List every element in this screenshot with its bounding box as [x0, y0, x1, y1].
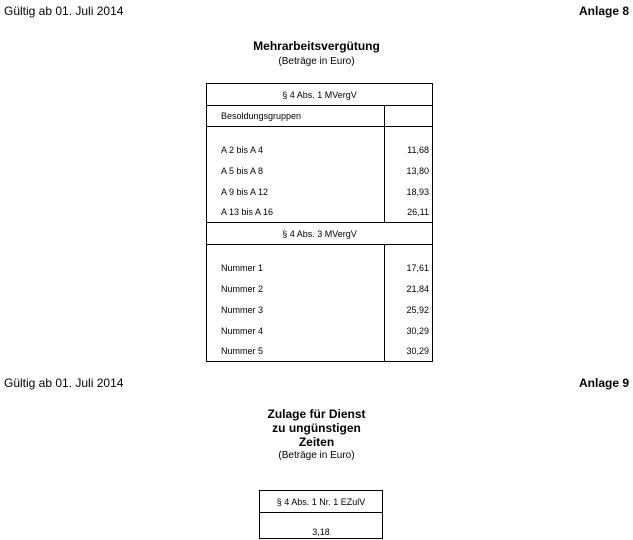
document-title [0, 407, 633, 463]
row-value: 25,92 [385, 299, 433, 320]
valid-from-text: Gültig ab 01. Juli 2014 [4, 376, 124, 390]
table-row [207, 320, 433, 341]
row-label: Nummer 5 [207, 341, 385, 362]
row-label: Nummer 3 [207, 299, 385, 320]
spacer-row [207, 245, 433, 258]
row-value: 17,61 [385, 257, 433, 278]
title-text: Mehrarbeitsvergütung [253, 39, 380, 53]
table-row [207, 202, 433, 223]
row-value: 13,80 [385, 160, 433, 181]
table-row [207, 181, 433, 202]
anlage-label: Anlage 9 [578, 376, 629, 390]
table-row [260, 513, 383, 539]
row-label: A 13 bis A 16 [207, 202, 385, 223]
spacer-row [207, 127, 433, 140]
row-value: 11,68 [385, 139, 433, 160]
title-line: zu ungünstigen [272, 421, 361, 435]
title-line: Zeiten [298, 435, 335, 449]
section-header-row [207, 223, 433, 245]
column-header-value [385, 106, 433, 127]
section-header-row [260, 491, 383, 513]
table-row [207, 139, 433, 160]
column-header-row [207, 106, 433, 127]
row-label: A 9 bis A 12 [207, 181, 385, 202]
section-header-row [207, 84, 433, 106]
allowance-table [259, 490, 383, 539]
subtitle-text: (Beträge in Euro) [278, 56, 355, 67]
table-row [207, 257, 433, 278]
table-row [207, 299, 433, 320]
table-row [207, 160, 433, 181]
anlage-label: Anlage 8 [578, 4, 629, 18]
row-value: 18,93 [385, 181, 433, 202]
title-line: Zulage für Dienst [267, 407, 366, 421]
allowance-value: 3,18 [260, 513, 383, 539]
row-value: 21,84 [385, 278, 433, 299]
table-row [207, 278, 433, 299]
section-header: § 4 Abs. 1 Nr. 1 EZulV [260, 491, 383, 513]
document-title [0, 39, 633, 69]
row-label: Nummer 4 [207, 320, 385, 341]
row-value: 30,29 [385, 320, 433, 341]
row-label: Nummer 2 [207, 278, 385, 299]
row-label: Nummer 1 [207, 257, 385, 278]
subtitle-text: (Beträge in Euro) [278, 450, 355, 461]
valid-from-text: Gültig ab 01. Juli 2014 [4, 4, 124, 18]
column-header: Besoldungsgruppen [207, 106, 385, 127]
row-label: A 2 bis A 4 [207, 139, 385, 160]
row-value: 26,11 [385, 202, 433, 223]
section-header: § 4 Abs. 3 MVergV [207, 223, 433, 245]
table-row [207, 341, 433, 362]
overtime-pay-table [206, 83, 433, 362]
row-value: 30,29 [385, 341, 433, 362]
section-header: § 4 Abs. 1 MVergV [207, 84, 433, 106]
row-label: A 5 bis A 8 [207, 160, 385, 181]
